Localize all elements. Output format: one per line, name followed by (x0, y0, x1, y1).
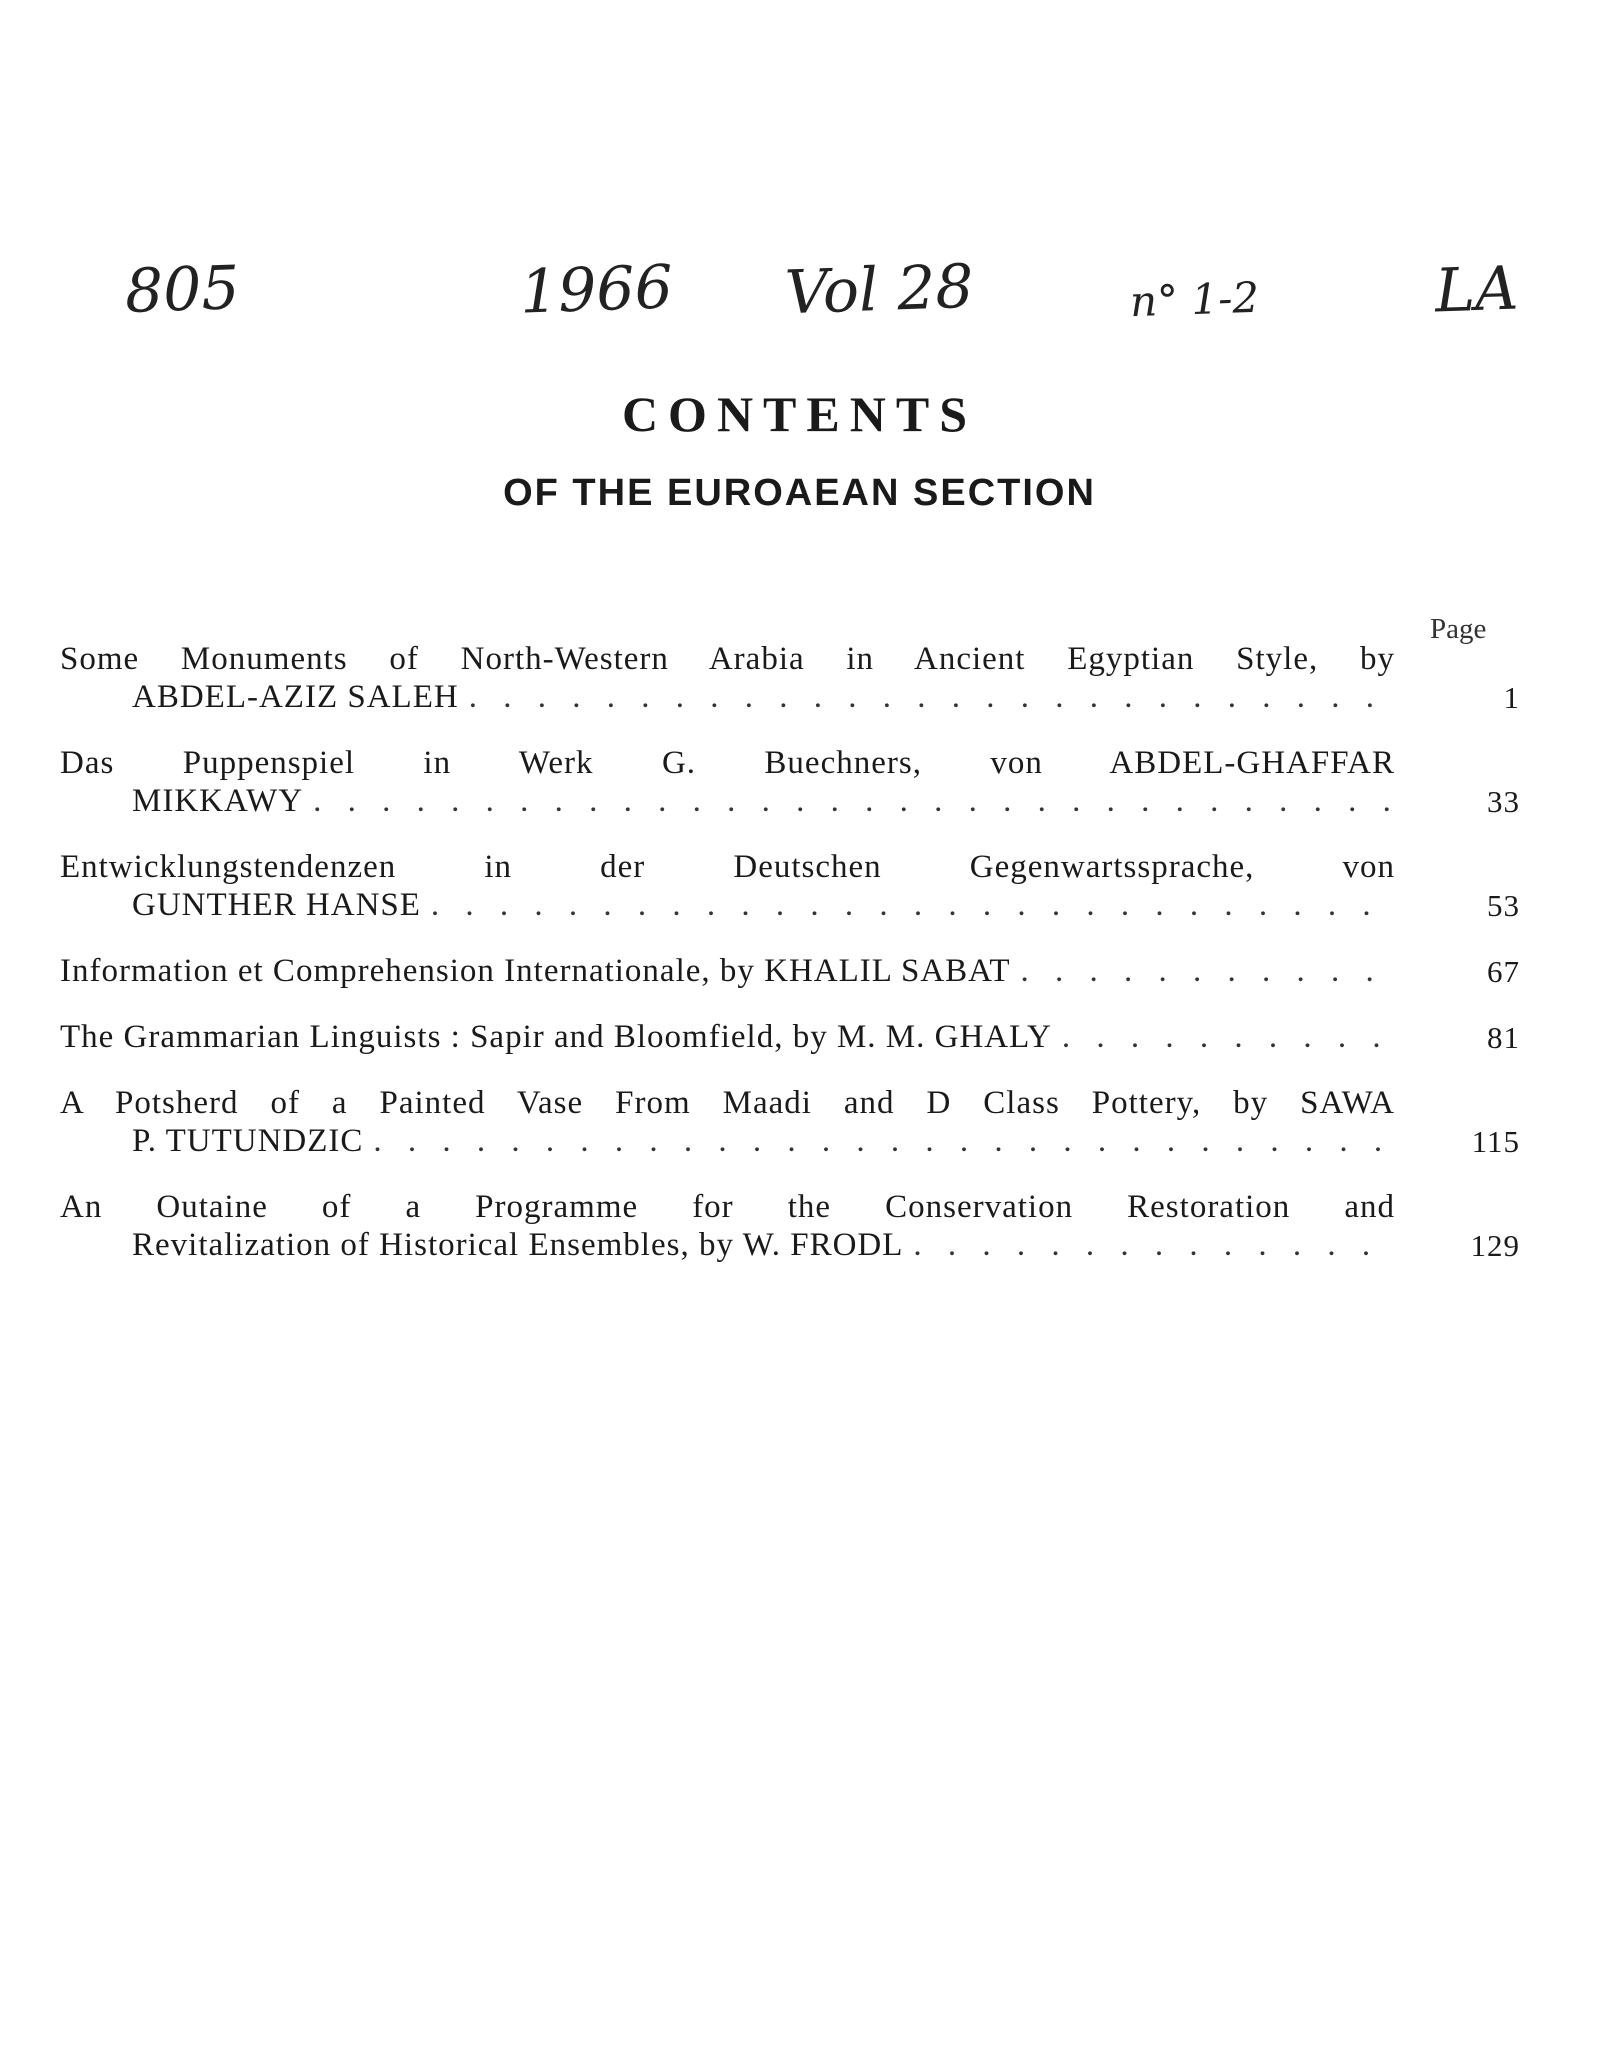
toc-entry-body (60, 1018, 1395, 1056)
toc-entry-title: Some Monuments of North-Western Arabia in Ancient Egyptian Style, by (60, 641, 1395, 677)
toc-entry (60, 640, 1540, 716)
toc-single-line (60, 952, 1395, 990)
toc-entry-page: 33 (1487, 784, 1520, 819)
toc-entry-title: An Outaine of a Programme for the Conservation Restoration and (60, 1189, 1395, 1225)
toc-entry-body (60, 952, 1395, 990)
toc-entry-title: Das Puppenspiel in Werk G. Buechners, von ABDEL-GHAFFAR (60, 745, 1395, 781)
toc-entry (60, 744, 1540, 820)
handwritten-ref-number: 805 (123, 253, 241, 327)
toc-entry-page: 1 (1503, 680, 1520, 715)
toc-entry-author: Revitalization of Historical Ensembles, by W. FRODL (132, 1227, 904, 1263)
table-of-contents (60, 640, 1540, 1292)
toc-entry (60, 1188, 1540, 1264)
handwritten-issue: n° 1-2 (1129, 272, 1260, 327)
page-title: CONTENTS (621, 386, 978, 442)
toc-author-line (60, 1122, 1395, 1160)
toc-entry-body (60, 1188, 1395, 1264)
handwritten-year: 1966 (518, 252, 674, 328)
toc-entry (60, 1084, 1540, 1160)
toc-entry-author: P. TUTUNDZIC (132, 1123, 364, 1159)
toc-entry-author: GUNTHER HANSE (132, 887, 421, 923)
dot-leader (373, 1122, 1395, 1160)
toc-entry (60, 848, 1540, 924)
dot-leader (1062, 1018, 1395, 1056)
dot-leader (431, 886, 1395, 924)
toc-entry-body (60, 744, 1395, 820)
dot-leader (469, 678, 1395, 716)
page-subtitle: OF THE EUROAEAN SECTION (503, 472, 1096, 514)
toc-entry (60, 1018, 1540, 1056)
toc-entry-author: ABDEL-AZIZ SALEH (132, 679, 459, 715)
toc-entry-page: 53 (1487, 888, 1520, 923)
toc-entry-title: Entwicklungstendenzen in der Deutschen Gegenwartssprache, von (60, 849, 1395, 885)
toc-author-line (60, 782, 1395, 820)
toc-entry-page: 115 (1471, 1124, 1520, 1159)
handwritten-volume: Vol 28 (783, 251, 975, 329)
toc-entry-page: 81 (1487, 1020, 1520, 1055)
dot-leader (313, 782, 1395, 820)
toc-entry-body (60, 848, 1395, 924)
toc-entry (60, 952, 1540, 990)
toc-entry-title: The Grammarian Linguists : Sapir and Bloomfield, by M. M. GHALY (60, 1019, 1052, 1055)
toc-single-line (60, 1018, 1395, 1056)
dot-leader (1021, 952, 1395, 990)
toc-author-line (60, 678, 1395, 716)
toc-author-line (60, 886, 1395, 924)
toc-author-line (60, 1226, 1395, 1264)
toc-entry-page: 67 (1487, 954, 1520, 989)
toc-entry-page: 129 (1470, 1228, 1520, 1263)
toc-entry-title: Information et Comprehension Internationale, by KHALIL SABAT (60, 953, 1011, 989)
page-column-label: Page (1430, 613, 1487, 645)
toc-entry-author: MIKKAWY (132, 783, 304, 819)
toc-entry-body (60, 1084, 1395, 1160)
toc-entry-title: A Potsherd of a Painted Vase From Maadi and D Class Pottery, by SAWA (60, 1085, 1395, 1121)
toc-entry-body (60, 640, 1395, 716)
handwritten-note: LA (1433, 253, 1520, 327)
dot-leader (913, 1226, 1395, 1264)
